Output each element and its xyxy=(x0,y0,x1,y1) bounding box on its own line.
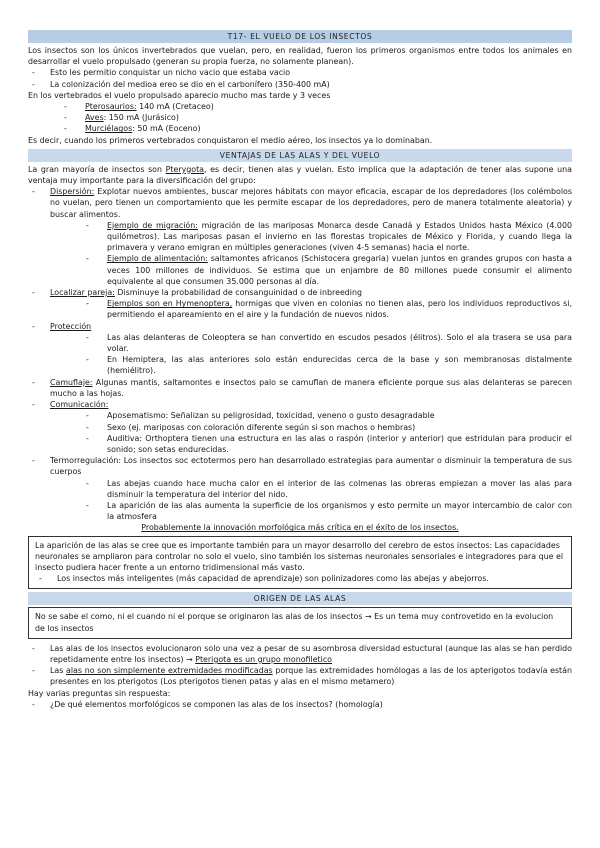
term-alas-no-modificadas: alas no son simplemente extremidades modificadas xyxy=(66,666,273,676)
list-item-comunicacion xyxy=(28,399,572,455)
pareja-examples xyxy=(50,298,572,320)
list-item xyxy=(50,298,572,320)
text-span: porque las extremidades homólogas a las de los apterigotos todavía están presentes en los pterigotos (Los pterigotos tienen patas y alas en el mismo metamero) xyxy=(50,666,572,687)
section-heading-ventajas: VENTAJAS DE LAS ALAS Y DEL VUELO xyxy=(28,149,572,162)
list-item-proteccion xyxy=(28,321,572,377)
text-span: Disminuye la probabilidad de consanguinidad o de inbreeding xyxy=(114,288,363,298)
list-item-termorregulacion xyxy=(28,455,572,522)
text-span: Explotar nuevos ambientes, buscar mejores hábitats con mayor eficacia, escapar de los depredadores (los colémbolos no vuelan, pero tienen un comportamiento que les permite escapar de los depredadores, pero de manera totalmente aleatoria) y buscar alimentos. xyxy=(50,187,572,219)
term-pterosaurios: Pterosaurios: xyxy=(85,102,137,112)
origen-box xyxy=(28,607,572,638)
intro-paragraph: Los insectos son los únicos invertebrados que vuelan, pero, en realidad, fueron los primeros organismos entre todos los animales en desarrollar el vuelo propulsado (generan su propia fuerza, no solamente planean). xyxy=(28,46,572,67)
section-heading-origen: ORIGEN DE LAS ALAS xyxy=(28,592,572,605)
text-span: Termorregulación: Los insectos soc ectotermos pero han desarrollado estrategias para aumentar o disminuir la temperatura de sus cuerpos xyxy=(50,456,572,477)
intro-list xyxy=(28,67,572,89)
list-item xyxy=(50,220,572,254)
comunicacion-items xyxy=(50,410,572,455)
text-span: Las alas de los insectos evolucionaron solo una vez a pesar de su asombrosa diversidad estuctural (aunque las alas se han perdido repetidamente entre los insectos) → xyxy=(50,643,572,664)
ventajas-paragraph xyxy=(28,164,572,186)
label-alimentacion: Ejemplo de alimentación: xyxy=(107,254,208,264)
label-dispersion: Dispersión: xyxy=(50,187,95,197)
list-item: - La aparición de las alas aumenta la superficie de los organismos y esto permite un mayor intercambio de calor con la atmosfera xyxy=(50,500,572,522)
list-item xyxy=(28,123,572,134)
term-text: : 150 mA (Jurásico) xyxy=(103,113,179,123)
list-item: - Auditiva: Orthoptera tienen una estructura en las alas o raspón (interior y anterior) que estridulan para producir el sonido; son setas endurecidas. xyxy=(50,433,572,455)
vertebrates-list xyxy=(28,101,572,135)
list-item: - Aposematismo: Señalizan su peligrosidad, toxicidad, veneno o gusto desagradable xyxy=(50,410,572,421)
list-item xyxy=(50,253,572,287)
dispersion-examples xyxy=(50,220,572,287)
brain-list xyxy=(35,573,565,584)
label-hymenoptera: Ejemplos son en Hymenoptera, xyxy=(107,299,233,309)
term-text: 140 mA (Cretaceo) xyxy=(136,102,214,112)
list-item xyxy=(28,643,572,665)
term-aves: Aves xyxy=(85,113,104,123)
innovation-note: Probablemente la innovación morfológica más crítica en el éxito de los insectos. xyxy=(141,523,459,533)
list-item-dispersion xyxy=(28,186,572,287)
brain-box xyxy=(28,536,572,590)
vertebrates-paragraph: En los vertebrados el vuelo propulsado aparecio mucho mas tarde y 3 veces xyxy=(28,90,331,100)
list-item: - Sexo (ej. mariposas con coloración diferente según si son machos o hembras) xyxy=(50,422,572,433)
ventajas-list xyxy=(28,186,572,522)
label-migracion: Ejemplo de migración: xyxy=(107,220,198,230)
term-pterygota: Pterygota xyxy=(165,164,205,174)
list-item: - Las abejas cuando hace mucha calor en el interior de las colmenas las obreras empiezan a mover las alas para disminuir la temperatura del interior del nido. xyxy=(50,478,572,500)
text-span: hormigas que viven en colonias no tienen alas, pero los individuos reproductivos si, permitiendo el apareamiento en el aire y la fundación de nuevos nidos. xyxy=(107,299,572,320)
text-span: Algunas mantis, saltamontes e insectos palo se camuflan de manera eficiente porque sus alas delanteras se parecen mucho a las hojas. xyxy=(50,377,572,398)
term-murcielagos: Murciélagos xyxy=(85,124,133,134)
list-item: - ¿De qué elementos morfológicos se componen las alas de los insectos? (homología) xyxy=(28,699,572,710)
text-span: Las xyxy=(50,666,67,676)
list-item: - Los insectos más inteligentes (más capacidad de aprendizaje) son polinizadores como las abejas y abejorros. xyxy=(35,573,565,584)
brain-text: La aparición de las alas se cree que es importante también para un mayor desarrollo del cerebro de estos insectos: Las capacidades neuronales se ampliaron para controlar no solo el vuelo, sino también los sistemas neuronales sensoriales e integradores para que el insecto pudiera hacer frente a un entorno tridimensional más vasto. xyxy=(35,540,564,572)
list-item: - La colonización del medioa ereo se dio en el carbonífero (350-400 mA) xyxy=(28,79,572,90)
list-item xyxy=(28,101,572,112)
text-span: migración de las mariposas Monarca desde Canadá y Estados Unidos hasta México (4.000 quilómetros). Las mariposas pasan el invierno en las florestas tropicales de México y Florida, y cuando llega la primavera y verano emigran en múltiples generaciones (viven 4-5 semanas) hacia el norte. xyxy=(107,220,572,253)
list-item xyxy=(28,112,572,123)
termo-items xyxy=(50,478,572,523)
questions-list xyxy=(28,699,572,710)
list-item-pareja xyxy=(28,287,572,321)
label-pareja: Localizar pareja: xyxy=(50,288,115,298)
text-span: La gran mayoría de insectos son xyxy=(28,164,166,174)
label-comunicacion: Comunicación: xyxy=(50,400,109,410)
list-item-camuflaje xyxy=(28,377,572,399)
list-item: - En Hemiptera, las alas anteriores solo están endurecidas cerca de la base y son membranosas distalmente (hemiélitro). xyxy=(50,354,572,376)
label-proteccion: Protección xyxy=(50,321,92,331)
list-item xyxy=(28,665,572,687)
title-banner: T17- EL VUELO DE LOS INSECTOS xyxy=(28,30,572,43)
label-camuflaje: Camuflaje: xyxy=(50,377,93,387)
origen-box-text: No se sabe el como, ni el cuando ni el porque se originaron las alas de los insectos → Es un tema muy controvetido en la evolucion de los insectos xyxy=(35,612,554,633)
list-item: - Las alas delanteras de Coleoptera se han convertido en escudos pesados (élitros). Solo el ala trasera se usa para volar. xyxy=(50,332,572,354)
summary-paragraph: Es decir, cuando los primeros vertebrados conquistaron el medio aéreo, los insectos ya lo dominaban. xyxy=(28,135,433,145)
proteccion-items xyxy=(50,332,572,377)
term-text: : 50 mA (Eoceno) xyxy=(132,124,201,134)
questions-intro: Hay varias preguntas sin respuesta: xyxy=(28,688,171,698)
origen-list xyxy=(28,643,572,688)
list-item: - Esto les permitio conquistar un nicho vacio que estaba vacio xyxy=(28,67,572,78)
text-span: , es decir, tienen alas y vuelan. Esto implica que la adaptación de tener alas supone una ventaja muy importante para la diversificación del grupo: xyxy=(28,164,572,186)
term-pterigota-monofiletico: Pterigota es un grupo monofiletico xyxy=(195,654,332,664)
text-span: saltamontes africanos (Schistocera gregaria) vuelan juntos en grandes grupos con hasta a veces 100 millones de individuos. Se estima que un enjambre de 80 millones puede consumir el alimento equivalente al que consumen 35.000 personas al día. xyxy=(107,254,573,286)
